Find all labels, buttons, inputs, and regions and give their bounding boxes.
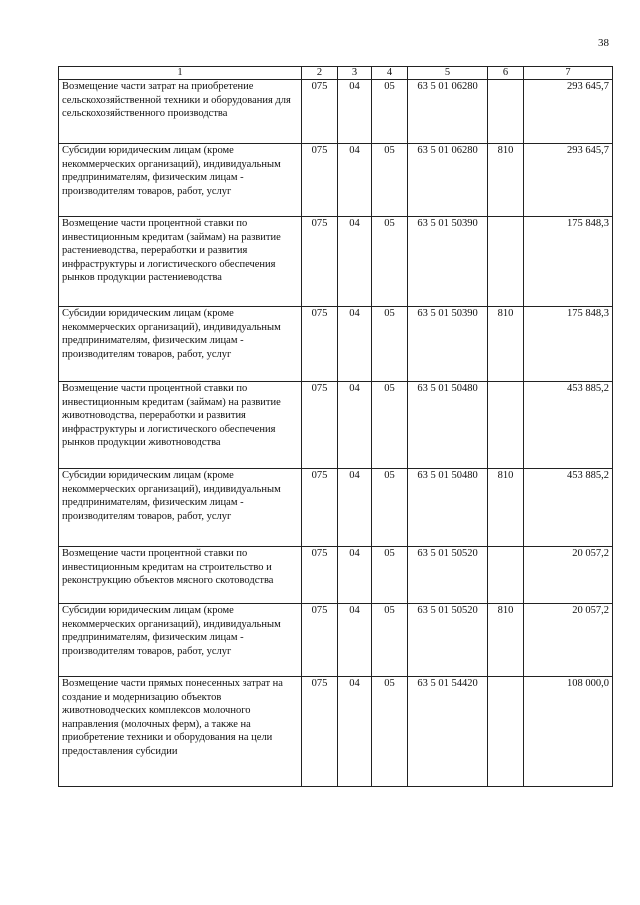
target-code: 63 5 01 54420	[408, 677, 488, 787]
ministry-code: 075	[302, 382, 338, 469]
subsection-code: 05	[372, 80, 408, 144]
column-header: 2	[302, 67, 338, 80]
amount: 293 645,7	[524, 144, 613, 217]
column-header: 5	[408, 67, 488, 80]
target-code: 63 5 01 50480	[408, 382, 488, 469]
amount: 293 645,7	[524, 80, 613, 144]
amount: 453 885,2	[524, 382, 613, 469]
row-name: Возмещение части затрат на приобретение сельскохозяйственной техники и оборудования для сельскохозяйственного производства	[59, 80, 302, 144]
section-code: 04	[338, 382, 372, 469]
target-code: 63 5 01 50390	[408, 217, 488, 307]
page-number: 38	[598, 37, 609, 49]
target-code: 63 5 01 50520	[408, 604, 488, 677]
row-name: Субсидии юридическим лицам (кроме некоммерческих организаций), индивидуальным предпринимателям, физическим лицам - производителям товаров, работ, услуг	[59, 469, 302, 547]
section-code: 04	[338, 217, 372, 307]
ministry-code: 075	[302, 80, 338, 144]
ministry-code: 075	[302, 677, 338, 787]
column-header: 1	[59, 67, 302, 80]
ministry-code: 075	[302, 307, 338, 382]
row-name: Субсидии юридическим лицам (кроме некоммерческих организаций), индивидуальным предпринимателям, физическим лицам - производителям товаров, работ, услуг	[59, 144, 302, 217]
section-code: 04	[338, 80, 372, 144]
row-name: Субсидии юридическим лицам (кроме некоммерческих организаций), индивидуальным предпринимателям, физическим лицам - производителям товаров, работ, услуг	[59, 604, 302, 677]
expense-type-code: 810	[488, 144, 524, 217]
row-name: Возмещение части процентной ставки по инвестиционным кредитам (займам) на развитие животноводства, переработки и развития инфраструктуры и логистического обеспечения рынков продукции животноводства	[59, 382, 302, 469]
section-code: 04	[338, 547, 372, 604]
table-row	[59, 677, 613, 787]
section-code: 04	[338, 604, 372, 677]
table-row	[59, 469, 613, 547]
table-row	[59, 217, 613, 307]
subsection-code: 05	[372, 677, 408, 787]
column-number-row	[59, 67, 613, 80]
table-row	[59, 80, 613, 144]
section-code: 04	[338, 144, 372, 217]
column-header: 6	[488, 67, 524, 80]
ministry-code: 075	[302, 217, 338, 307]
amount: 453 885,2	[524, 469, 613, 547]
expense-type-code	[488, 217, 524, 307]
expense-type-code	[488, 80, 524, 144]
subsection-code: 05	[372, 604, 408, 677]
column-header: 3	[338, 67, 372, 80]
expense-type-code	[488, 547, 524, 604]
ministry-code: 075	[302, 604, 338, 677]
subsection-code: 05	[372, 307, 408, 382]
column-header: 4	[372, 67, 408, 80]
section-code: 04	[338, 469, 372, 547]
subsection-code: 05	[372, 547, 408, 604]
table-row	[59, 144, 613, 217]
table-row	[59, 604, 613, 677]
row-name: Субсидии юридическим лицам (кроме некоммерческих организаций), индивидуальным предпринимателям, физическим лицам - производителям товаров, работ, услуг	[59, 307, 302, 382]
amount: 175 848,3	[524, 307, 613, 382]
section-code: 04	[338, 677, 372, 787]
amount: 20 057,2	[524, 547, 613, 604]
budget-table	[58, 66, 613, 787]
subsection-code: 05	[372, 469, 408, 547]
target-code: 63 5 01 06280	[408, 144, 488, 217]
table-row	[59, 382, 613, 469]
section-code: 04	[338, 307, 372, 382]
row-name: Возмещение части прямых понесенных затрат на создание и модернизацию объектов животноводческих комплексов молочного направления (молочных ферм), а также на приобретение техники и оборудования на цели предоставления субсидии	[59, 677, 302, 787]
ministry-code: 075	[302, 547, 338, 604]
amount: 20 057,2	[524, 604, 613, 677]
expense-type-code: 810	[488, 307, 524, 382]
expense-type-code: 810	[488, 469, 524, 547]
subsection-code: 05	[372, 217, 408, 307]
ministry-code: 075	[302, 469, 338, 547]
target-code: 63 5 01 06280	[408, 80, 488, 144]
expense-type-code	[488, 677, 524, 787]
expense-type-code	[488, 382, 524, 469]
subsection-code: 05	[372, 144, 408, 217]
row-name: Возмещение части процентной ставки по инвестиционным кредитам (займам) на развитие растениеводства, переработки и развития инфраструктуры и логистического обеспечения рынков продукции растениеводства	[59, 217, 302, 307]
ministry-code: 075	[302, 144, 338, 217]
amount: 175 848,3	[524, 217, 613, 307]
row-name: Возмещение части процентной ставки по инвестиционным кредитам на строительство и реконструкцию объектов мясного скотоводства	[59, 547, 302, 604]
target-code: 63 5 01 50390	[408, 307, 488, 382]
table-row	[59, 547, 613, 604]
target-code: 63 5 01 50480	[408, 469, 488, 547]
subsection-code: 05	[372, 382, 408, 469]
amount: 108 000,0	[524, 677, 613, 787]
table-row	[59, 307, 613, 382]
expense-type-code: 810	[488, 604, 524, 677]
column-header: 7	[524, 67, 613, 80]
target-code: 63 5 01 50520	[408, 547, 488, 604]
